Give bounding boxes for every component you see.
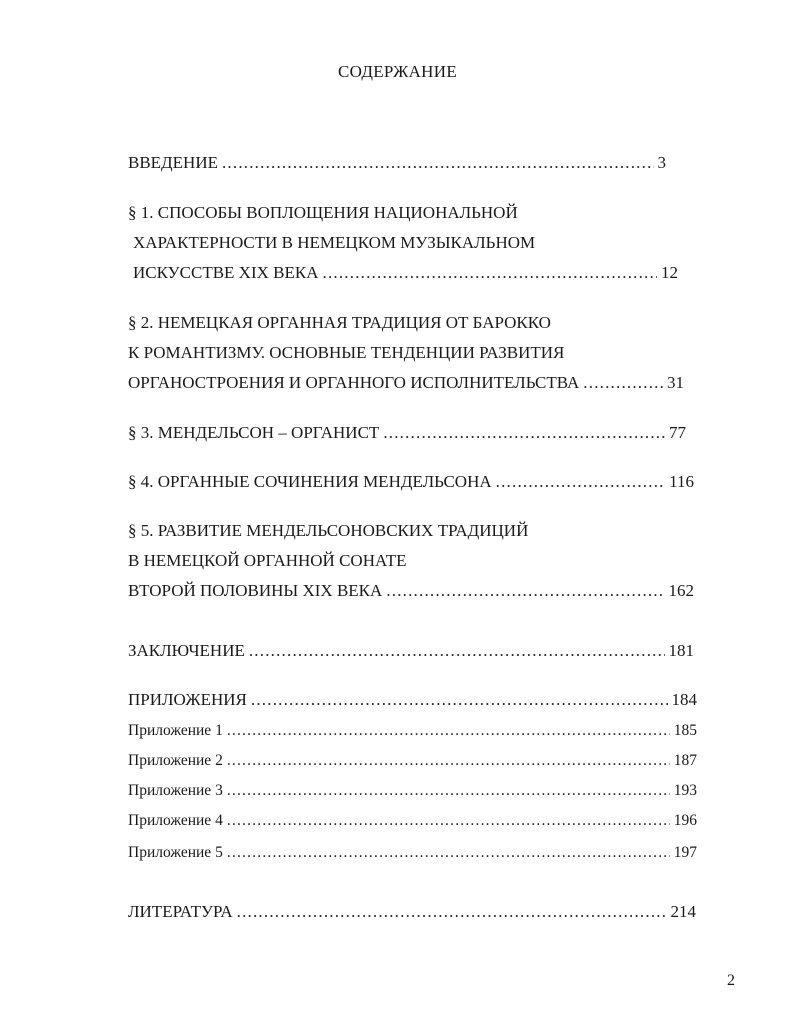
toc-entry-label: ЗАКЛЮЧЕНИЕ	[128, 641, 245, 660]
toc-entry-label: ИСКУССТВЕ XIX ВЕКА	[133, 263, 319, 282]
toc-entry-page: 187	[673, 752, 697, 769]
toc-entry-conclusion[interactable]	[128, 641, 694, 661]
toc-leader-dots	[383, 423, 665, 443]
toc-entry-label: Приложение 5	[128, 844, 223, 861]
toc-entry-page: 197	[673, 844, 697, 861]
toc-entry-section-1[interactable]	[133, 263, 678, 283]
toc-entry-appendix-5[interactable]	[128, 843, 697, 863]
toc-entry-literature[interactable]	[128, 902, 696, 922]
page-number: 2	[727, 972, 735, 989]
toc-leader-dots	[227, 751, 670, 771]
toc-entry-appendices[interactable]	[128, 690, 697, 710]
toc-entry-page: 193	[673, 782, 697, 799]
page-title: СОДЕРЖАНИЕ	[337, 62, 458, 81]
toc-entry-section-3[interactable]	[128, 423, 686, 443]
toc-entry-label: Приложение 3	[128, 782, 223, 799]
toc-leader-dots	[227, 721, 670, 741]
toc-leader-dots	[251, 690, 668, 710]
toc-leader-dots	[496, 472, 665, 492]
toc-entry-label: Приложение 4	[128, 812, 223, 829]
toc-entry-page: 214	[670, 902, 696, 921]
toc-leader-dots	[323, 263, 658, 283]
toc-entry-page: 3	[657, 153, 666, 172]
toc-section-1-line-2[interactable]: ХАРАКТЕРНОСТИ В НЕМЕЦКОМ МУЗЫКАЛЬНОМ	[133, 233, 536, 252]
toc-entry-introduction[interactable]	[128, 153, 666, 173]
toc-section-5-line-1[interactable]: § 5. РАЗВИТИЕ МЕНДЕЛЬСОНОВСКИХ ТРАДИЦИЙ	[128, 521, 529, 540]
toc-entry-page: 184	[671, 690, 697, 709]
toc-leader-dots	[222, 153, 654, 173]
toc-leader-dots	[386, 581, 664, 601]
toc-entry-appendix-1[interactable]	[128, 721, 697, 741]
toc-entry-appendix-4[interactable]	[128, 811, 697, 831]
toc-leader-dots	[227, 811, 670, 831]
toc-entry-section-2[interactable]	[128, 373, 684, 393]
toc-entry-page: 31	[667, 373, 684, 392]
toc-entry-appendix-3[interactable]	[128, 781, 697, 801]
toc-entry-section-5[interactable]	[128, 581, 694, 601]
toc-entry-section-4[interactable]	[128, 472, 694, 492]
toc-entry-label: § 4. ОРГАННЫЕ СОЧИНЕНИЯ МЕНДЕЛЬСОНА	[128, 472, 492, 491]
toc-entry-page: 196	[673, 812, 697, 829]
toc-entry-page: 12	[661, 263, 678, 282]
toc-entry-page: 116	[669, 472, 694, 491]
toc-entry-page: 185	[673, 722, 697, 739]
toc-leader-dots	[227, 781, 670, 801]
toc-section-5-line-2[interactable]: В НЕМЕЦКОЙ ОРГАННОЙ СОНАТЕ	[128, 551, 407, 570]
toc-entry-label: § 3. МЕНДЕЛЬСОН – ОРГАНИСТ	[128, 423, 380, 442]
toc-entry-label: ВВЕДЕНИЕ	[128, 153, 218, 172]
toc-leader-dots	[227, 843, 670, 863]
toc-leader-dots	[249, 641, 665, 661]
toc-section-2-line-2[interactable]: К РОМАНТИЗМУ. ОСНОВНЫЕ ТЕНДЕНЦИИ РАЗВИТИЯ	[128, 343, 565, 362]
toc-section-2-line-1[interactable]: § 2. НЕМЕЦКАЯ ОРГАННАЯ ТРАДИЦИЯ ОТ БАРОККО	[128, 313, 551, 332]
toc-entry-page: 162	[668, 581, 694, 600]
toc-entry-label: Приложение 1	[128, 722, 223, 739]
toc-entry-label: ОРГАНОСТРОЕНИЯ И ОРГАННОГО ИСПОЛНИТЕЛЬСТВА	[128, 373, 580, 392]
toc-leader-dots	[583, 373, 663, 393]
toc-entry-appendix-2[interactable]	[128, 751, 697, 771]
toc-entry-label: ВТОРОЙ ПОЛОВИНЫ XIX ВЕКА	[128, 581, 383, 600]
toc-section-1-line-1[interactable]: § 1. СПОСОБЫ ВОПЛОЩЕНИЯ НАЦИОНАЛЬНОЙ	[128, 203, 518, 222]
toc-leader-dots	[237, 902, 667, 922]
toc-entry-label: ПРИЛОЖЕНИЯ	[128, 690, 247, 709]
toc-entry-page: 77	[669, 423, 686, 442]
toc-entry-label: ЛИТЕРАТУРА	[128, 902, 233, 921]
toc-entry-label: Приложение 2	[128, 752, 223, 769]
toc-entry-page: 181	[668, 641, 694, 660]
